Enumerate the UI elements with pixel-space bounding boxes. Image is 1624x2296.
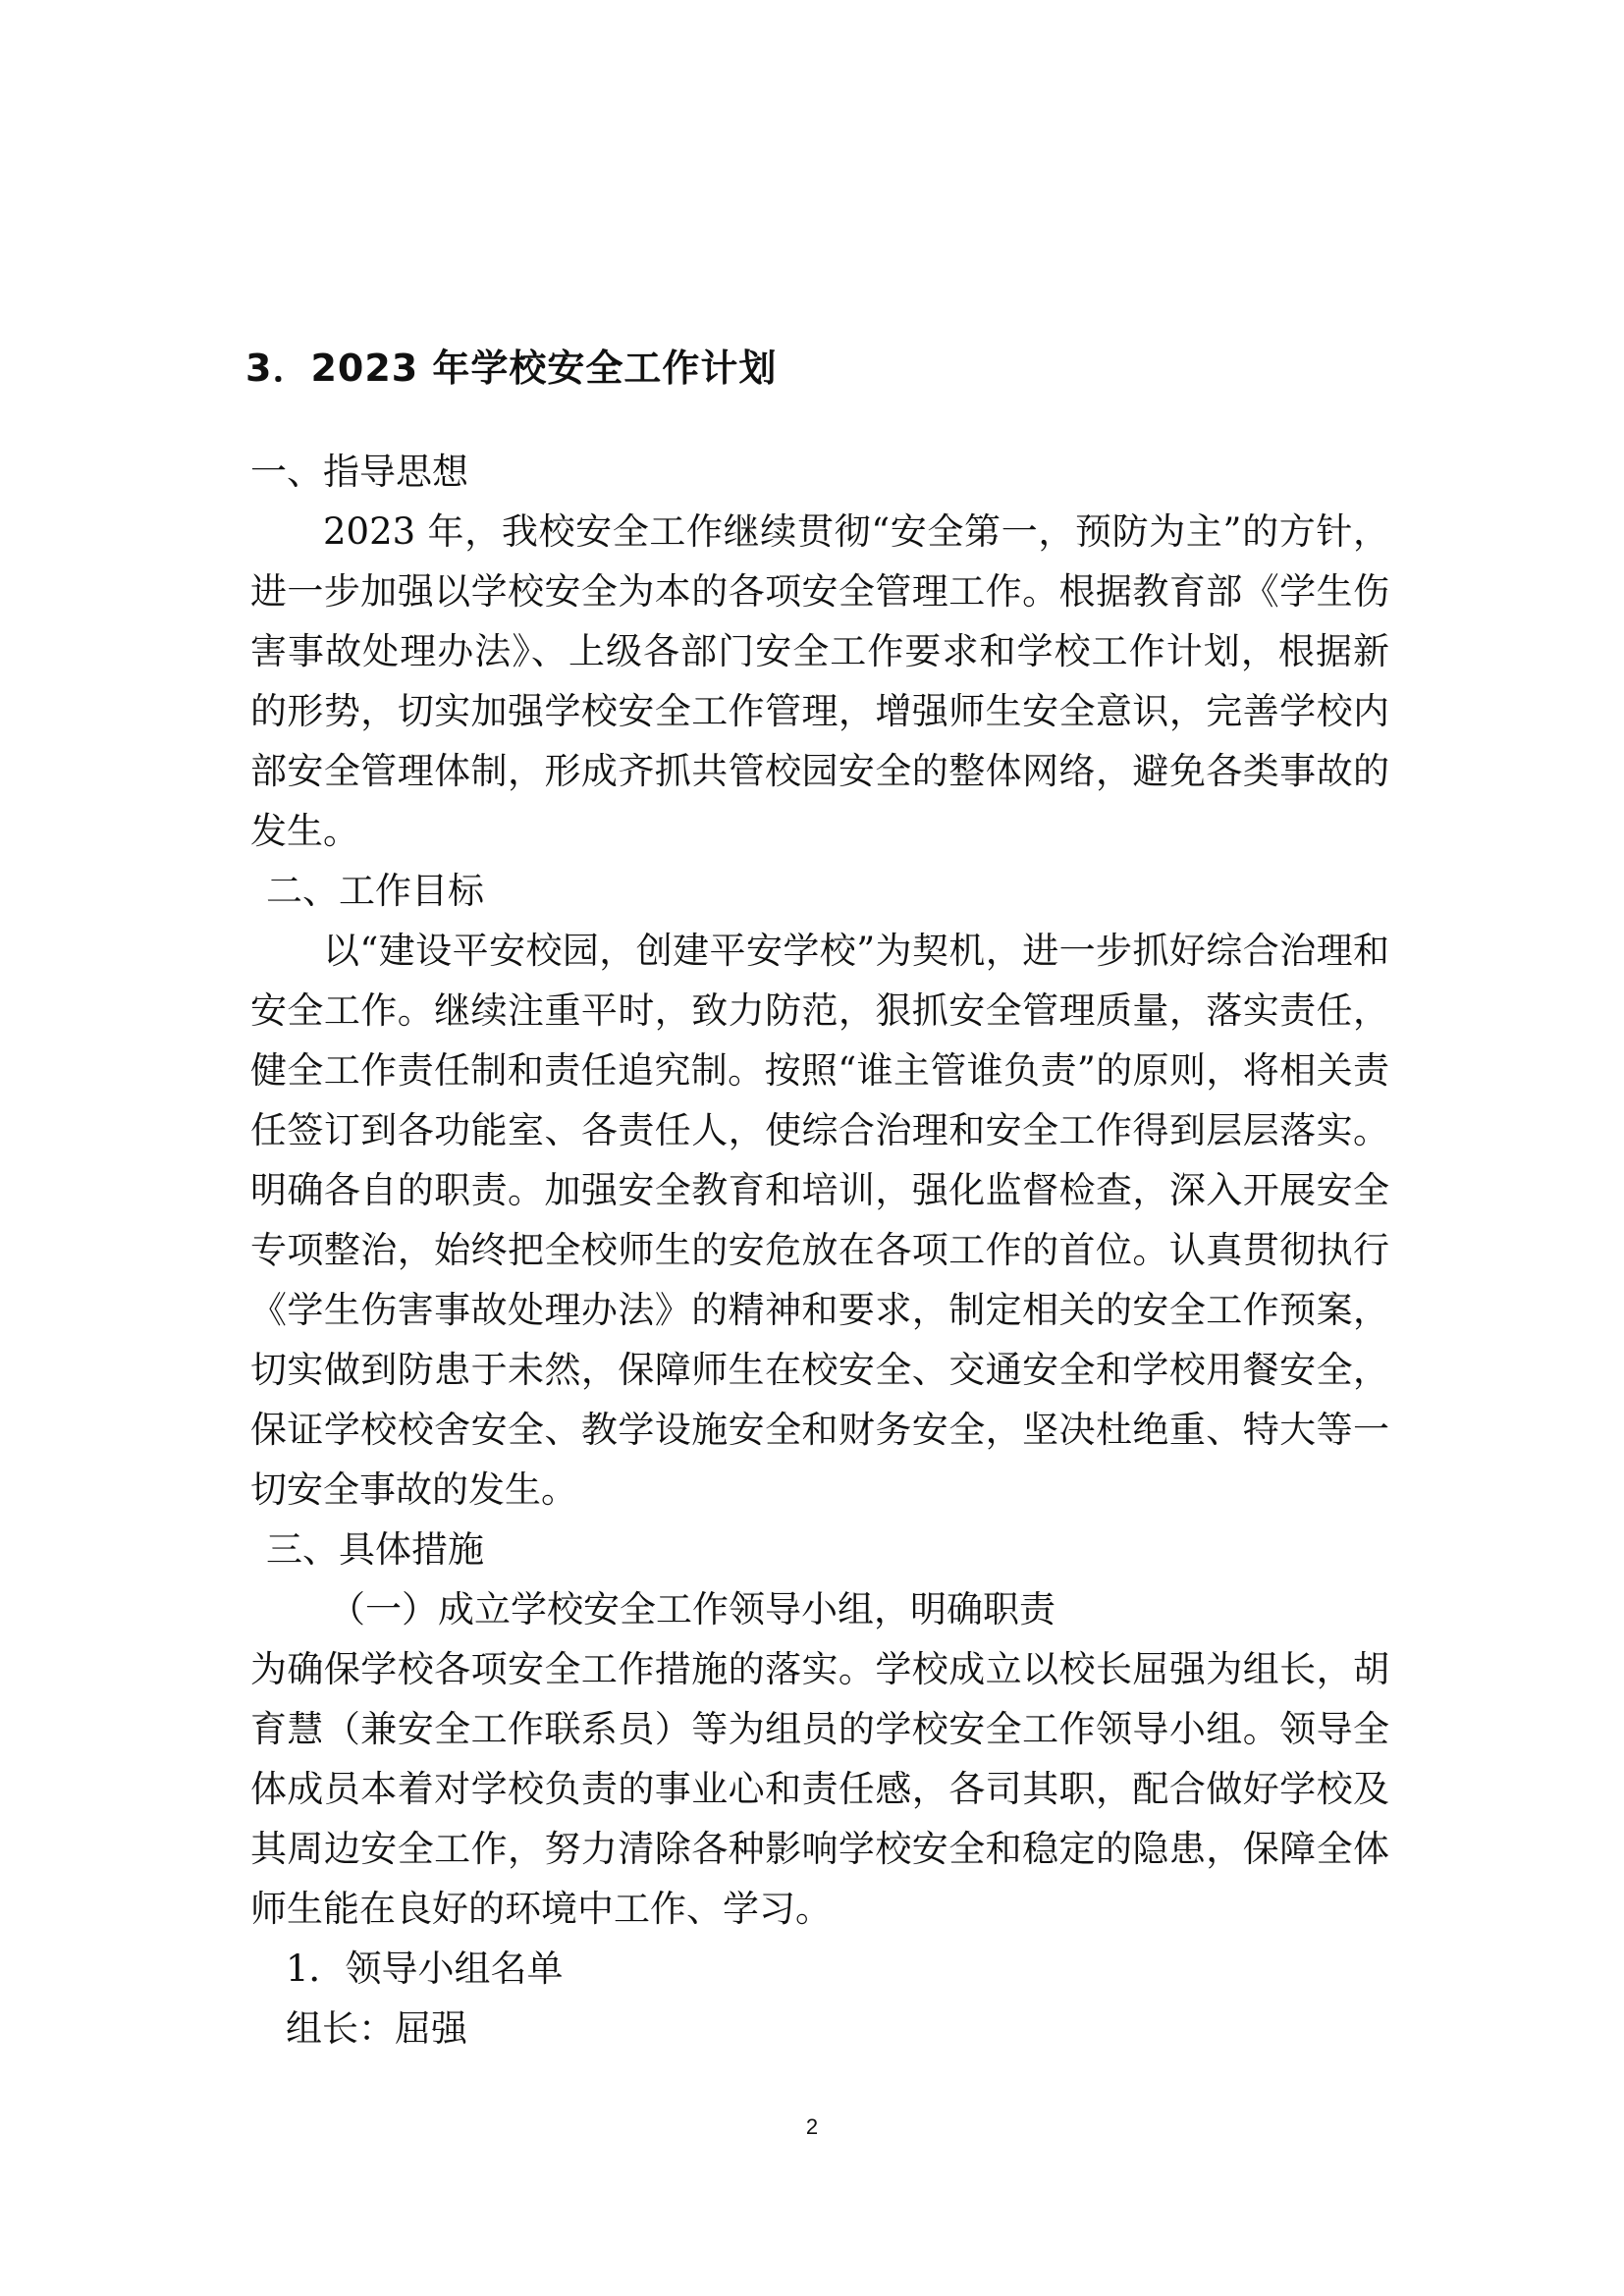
paragraph-work-goals: 以“建设平安校园，创建平安学校”为契机，进一步抓好综合治理和安全工作。继续注重平时，致力防范，狠抓安全管理质量，落实责任，健全工作责任制和责任追究制。按照“谁主管谁负责”的原则，将相关责任签订到各功能室、各责任人，使综合治理和安全工作得到层层落实。明确各自的职责。加强安全教育和培训，强化监督检查，深入开展安全专项整治，始终把全校师生的安危放在各项工作的首位。认真贯彻执行《学生伤害事故处理办法》的精神和要求，制定相关的安全工作预案，切实做到防患于未然，保障师生在校安全、交通安全和学校用餐安全，保证学校校舍安全、教学设施安全和财务安全，坚决杜绝重、特大等一切安全事故的发生。 xyxy=(250,930,1389,1511)
document-body xyxy=(250,442,1389,2058)
paragraph-leading-group: 为确保学校各项安全工作措施的落实。学校成立以校长屈强为组长，胡育慧（兼安全工作联系员）等为组员的学校安全工作领导小组。领导全体成员本着对学校负责的事业心和责任感，各司其职，配合做好学校及其周边安全工作，努力清除各种影响学校安全和稳定的隐患，保障全体师生能在良好的环境中工作、学习。 xyxy=(250,1648,1389,1930)
section-heading-work-goals: 二、工作目标 xyxy=(266,870,484,912)
paragraph-guiding-ideology: 2023 年，我校安全工作继续贯彻“安全第一，预防为主”的方针，进一步加强以学校安全为本的各项安全管理工作。根据教育部《学生伤害事故处理办法》、上级各部门安全工作要求和学校工作计划，根据新的形势，切实加强学校安全工作管理，增强师生安全意识，完善学校内部安全管理体制，形成齐抓共管校园安全的整体网络，避免各类事故的发生。 xyxy=(250,510,1389,852)
section-heading-guiding-ideology: 一、指导思想 xyxy=(250,451,468,493)
section-heading-specific-measures: 三、具体措施 xyxy=(266,1528,484,1571)
document-title: 3．2023 年学校安全工作计划 xyxy=(245,347,778,390)
subsection-heading-leading-group: （一）成立学校安全工作领导小组，明确职责 xyxy=(329,1588,1056,1630)
page-number: 2 xyxy=(805,2114,819,2139)
list-heading-leading-group-members: 1．领导小组名单 xyxy=(286,1948,564,1990)
group-leader-line: 组长：屈强 xyxy=(286,2007,467,2050)
